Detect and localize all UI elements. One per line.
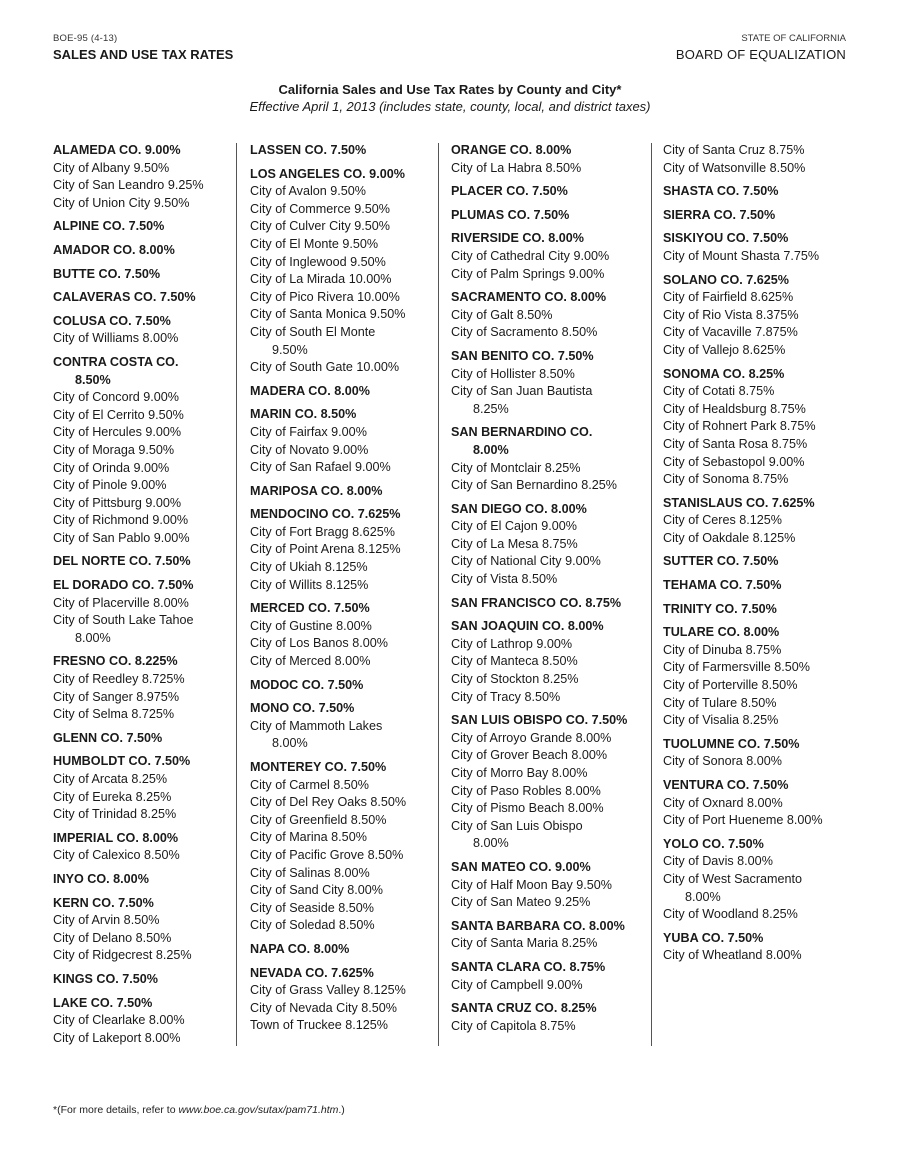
city-rate: City of Manteca 8.50% <box>451 654 578 669</box>
city-rate: City of Calexico 8.50% <box>53 848 180 863</box>
column-divider <box>438 143 439 1046</box>
county-block <box>663 207 853 225</box>
county-block <box>53 354 236 548</box>
county-block <box>451 918 649 953</box>
county-name: ORANGE CO. 8.00% <box>451 143 572 157</box>
city-rate: City of Port Hueneme 8.00% <box>663 813 823 828</box>
city-rate: City of Soledad 8.50% <box>250 918 375 933</box>
county-block <box>250 941 436 959</box>
footnote <box>53 1104 345 1116</box>
county-block <box>53 242 236 260</box>
city-rate: City of Avalon 9.50% <box>250 184 366 199</box>
city-rate: City of San Leandro 9.25% <box>53 178 204 193</box>
city-rate: City of Salinas 8.00% <box>250 865 370 880</box>
county-name: SOLANO CO. 7.625% <box>663 272 789 287</box>
county-name: TUOLUMNE CO. 7.50% <box>663 736 800 751</box>
city-rate: City of Arcata 8.25% <box>53 772 168 786</box>
city-rate: City of Rohnert Park 8.75% <box>663 419 816 434</box>
county-name: MADERA CO. 8.00% <box>250 383 370 398</box>
footnote-suffix: .) <box>338 1104 345 1116</box>
city-rate: City of South Gate 10.00% <box>250 360 400 375</box>
city-rate: City of San Juan Bautista <box>451 384 593 399</box>
city-rate: City of Cotati 8.75% <box>663 384 775 399</box>
city-rate: City of El Cajon 9.00% <box>451 519 577 534</box>
city-rate: City of El Monte 9.50% <box>250 236 379 251</box>
city-rate: City of Rio Vista 8.375% <box>663 307 799 322</box>
city-rate: City of Arroyo Grande 8.00% <box>451 730 612 745</box>
city-rate: City of Palm Springs 9.00% <box>451 266 605 281</box>
county-name: IMPERIAL CO. 8.00% <box>53 830 179 845</box>
county-name: SAN MATEO CO. 9.00% <box>451 859 591 874</box>
rates-column-1 <box>53 142 236 1047</box>
city-rate: City of Sonora 8.00% <box>663 754 783 769</box>
city-rate: City of Sacramento 8.50% <box>451 325 598 340</box>
county-block <box>250 483 436 501</box>
county-block <box>250 677 436 695</box>
county-name: CONTRA COSTA CO. <box>53 354 179 369</box>
page-subtitle: Effective April 1, 2013 (includes state, county, local, and district taxes) <box>249 99 651 114</box>
county-block <box>53 871 236 889</box>
county-block <box>53 577 236 647</box>
county-name: SAN DIEGO CO. 8.00% <box>451 501 587 516</box>
agency-header <box>676 33 846 62</box>
city-rate: City of Selma 8.725% <box>53 707 175 722</box>
county-name: BUTTE CO. 7.50% <box>53 266 161 281</box>
form-title: SALES AND USE TAX RATES <box>53 47 234 62</box>
city-rate: City of Inglewood 9.50% <box>250 254 386 269</box>
county-block <box>663 777 853 830</box>
county-name: ALPINE CO. 7.50% <box>53 219 165 234</box>
city-rate: City of South El Monte <box>250 324 376 339</box>
city-rate: City of South Lake Tahoe <box>53 613 194 628</box>
county-name: YOLO CO. 7.50% <box>663 836 764 851</box>
city-rate: City of Farmersville 8.50% <box>663 660 810 675</box>
county-block <box>53 553 236 571</box>
county-name: PLACER CO. 7.50% <box>451 184 568 199</box>
column-divider <box>236 143 237 1046</box>
form-header <box>53 33 233 62</box>
county-name: SAN BENITO CO. 7.50% <box>451 348 594 363</box>
city-rate: City of Orinda 9.00% <box>53 460 170 475</box>
city-rate: City of San Rafael 9.00% <box>250 460 391 475</box>
county-name: SISKIYOU CO. 7.50% <box>663 231 789 246</box>
county-name: SANTA CLARA CO. 8.75% <box>451 959 606 974</box>
county-name: EL DORADO CO. 7.50% <box>53 578 194 593</box>
city-rate: City of Wheatland 8.00% <box>663 948 802 963</box>
city-rate: City of Santa Monica 9.50% <box>250 307 406 322</box>
city-rate: City of La Mirada 10.00% <box>250 272 392 287</box>
city-rate: City of Healdsburg 8.75% <box>663 401 806 416</box>
city-rate: City of Fairfield 8.625% <box>663 290 794 305</box>
county-name: GLENN CO. 7.50% <box>53 730 163 745</box>
county-block <box>250 700 436 753</box>
county-name: SHASTA CO. 7.50% <box>663 184 779 199</box>
city-rate: City of Los Banos 8.00% <box>250 636 388 651</box>
city-rate: City of Williams 8.00% <box>53 331 179 346</box>
city-rate: City of Marina 8.50% <box>250 830 367 845</box>
county-block <box>250 166 436 377</box>
county-block <box>250 406 436 476</box>
county-block <box>250 759 436 935</box>
county-block <box>451 712 649 853</box>
city-rate: City of Sebastopol 9.00% <box>663 454 805 469</box>
city-rate: City of Seaside 8.50% <box>250 900 374 915</box>
city-rate: City of La Habra 8.50% <box>451 160 582 175</box>
city-rate: City of Reedley 8.725% <box>53 672 185 687</box>
county-name: MARIPOSA CO. 8.00% <box>250 483 383 498</box>
county-name: 8.50% <box>75 372 111 387</box>
city-rate: City of West Sacramento <box>663 871 803 886</box>
county-name: SANTA CRUZ CO. 8.25% <box>451 1001 597 1016</box>
city-rate: City of Lakeport 8.00% <box>53 1030 181 1045</box>
county-name: FRESNO CO. 8.225% <box>53 654 178 669</box>
footnote-url: www.boe.ca.gov/sutax/pam71.htm <box>178 1104 339 1116</box>
city-rate: City of Fairfax 9.00% <box>250 424 367 439</box>
city-rate: City of Grass Valley 8.125% <box>250 983 406 998</box>
county-name: TRINITY CO. 7.50% <box>663 601 777 616</box>
rates-column-2 <box>250 142 436 1035</box>
city-rate: City of Ukiah 8.125% <box>250 560 368 575</box>
city-rate: City of National City 9.00% <box>451 554 601 569</box>
county-name: STANISLAUS CO. 7.625% <box>663 495 815 510</box>
county-name: SAN LUIS OBISPO CO. 7.50% <box>451 713 628 728</box>
city-rate: 8.00% <box>473 836 509 851</box>
county-name: AMADOR CO. 8.00% <box>53 242 175 257</box>
county-name: 8.00% <box>473 442 509 457</box>
city-rate: City of Pismo Beach 8.00% <box>451 801 604 816</box>
city-rate: City of Ceres 8.125% <box>663 513 782 528</box>
city-rate: City of Cathedral City 9.00% <box>451 248 610 263</box>
county-block <box>53 289 236 307</box>
city-rate: City of Oakdale 8.125% <box>663 530 796 545</box>
county-block <box>250 142 436 160</box>
county-name: INYO CO. 8.00% <box>53 871 149 886</box>
city-rate: City of Tracy 8.50% <box>451 689 561 704</box>
county-name: SAN FRANCISCO CO. 8.75% <box>451 595 622 610</box>
county-block <box>250 965 436 1035</box>
county-block <box>663 736 853 771</box>
county-name: TEHAMA CO. 7.50% <box>663 578 782 593</box>
county-name: CALAVERAS CO. 7.50% <box>53 290 196 305</box>
county-name: MONTEREY CO. 7.50% <box>250 760 387 774</box>
city-rate: City of Arvin 8.50% <box>53 913 160 928</box>
county-block <box>663 624 853 730</box>
county-block <box>250 506 436 594</box>
city-rate: 8.00% <box>272 736 308 751</box>
city-rate: Town of Truckee 8.125% <box>250 1018 388 1033</box>
county-block <box>451 142 649 177</box>
county-name: SIERRA CO. 7.50% <box>663 207 776 222</box>
county-name: SANTA BARBARA CO. 8.00% <box>451 918 625 933</box>
city-rate: City of Commerce 9.50% <box>250 201 390 216</box>
city-rate: City of Delano 8.50% <box>53 930 172 945</box>
county-name: MERCED CO. 7.50% <box>250 601 370 616</box>
city-rate: City of Capitola 8.75% <box>451 1018 576 1033</box>
city-rate: City of Vacaville 7.875% <box>663 325 798 340</box>
county-block <box>53 266 236 284</box>
county-block <box>663 577 853 595</box>
county-block <box>451 207 649 225</box>
city-rate: City of Sonoma 8.75% <box>663 472 789 487</box>
county-block <box>451 595 649 613</box>
city-rate: City of Pittsburg 9.00% <box>53 495 182 510</box>
city-rate: City of Half Moon Bay 9.50% <box>451 877 612 892</box>
county-block <box>663 930 853 965</box>
agency-state: STATE OF CALIFORNIA <box>741 33 846 44</box>
city-rate: City of Pacific Grove 8.50% <box>250 847 404 862</box>
county-block <box>53 753 236 823</box>
county-block <box>451 1000 649 1035</box>
city-rate: City of San Bernardino 8.25% <box>451 478 617 493</box>
city-rate: City of Watsonville 8.50% <box>663 160 806 175</box>
city-rate: City of Willits 8.125% <box>250 577 369 592</box>
county-name: MENDOCINO CO. 7.625% <box>250 507 401 522</box>
city-rate: City of Point Arena 8.125% <box>250 542 401 557</box>
city-rate: City of Vista 8.50% <box>451 572 558 587</box>
county-name: NAPA CO. 8.00% <box>250 941 350 956</box>
county-name: MODOC CO. 7.50% <box>250 677 364 692</box>
county-block <box>663 230 853 265</box>
city-rate: City of Dinuba 8.75% <box>663 642 782 657</box>
city-rate: 8.25% <box>473 401 509 416</box>
county-name: RIVERSIDE CO. 8.00% <box>451 231 584 246</box>
county-block <box>53 830 236 865</box>
county-name: SAN JOAQUIN CO. 8.00% <box>451 619 604 634</box>
city-rate: City of Carmel 8.50% <box>250 777 369 792</box>
city-rate: City of Culver City 9.50% <box>250 219 390 234</box>
city-rate: 8.00% <box>685 889 721 904</box>
county-name: LAKE CO. 7.50% <box>53 995 153 1010</box>
county-name: SONOMA CO. 8.25% <box>663 366 785 381</box>
city-rate: City of Santa Rosa 8.75% <box>663 436 808 451</box>
county-name: MARIN CO. 8.50% <box>250 407 357 422</box>
city-rate: City of Tulare 8.50% <box>663 695 777 710</box>
city-rate: City of Clearlake 8.00% <box>53 1013 185 1028</box>
page-title: California Sales and Use Tax Rates by County and City* <box>278 82 622 97</box>
city-rate: City of Lathrop 9.00% <box>451 636 573 651</box>
city-rate: City of Richmond 9.00% <box>53 513 189 528</box>
city-rate: City of San Mateo 9.25% <box>451 895 591 910</box>
city-rate: City of Stockton 8.25% <box>451 672 579 687</box>
county-name: ALAMEDA CO. 9.00% <box>53 143 181 157</box>
city-rate: City of Morro Bay 8.00% <box>451 766 588 780</box>
county-name: LOS ANGELES CO. 9.00% <box>250 166 405 181</box>
rates-column-3 <box>451 142 649 1035</box>
county-name: HUMBOLDT CO. 7.50% <box>53 754 191 769</box>
city-rate: City of Novato 9.00% <box>250 442 369 457</box>
county-name: DEL NORTE CO. 7.50% <box>53 554 191 569</box>
county-block <box>451 424 649 494</box>
county-block <box>451 348 649 418</box>
county-block <box>53 971 236 989</box>
county-block <box>663 183 853 201</box>
county-block <box>53 313 236 348</box>
county-name: KERN CO. 7.50% <box>53 895 154 910</box>
county-block <box>451 959 649 994</box>
county-block <box>663 553 853 571</box>
city-rate: City of Visalia 8.25% <box>663 713 779 728</box>
city-rate: City of Paso Robles 8.00% <box>451 783 601 798</box>
city-rate: 9.50% <box>272 342 308 357</box>
county-block <box>663 272 853 360</box>
county-block <box>53 730 236 748</box>
county-block <box>451 501 649 589</box>
county-block <box>451 859 649 912</box>
county-block <box>53 142 236 212</box>
county-name: PLUMAS CO. 7.50% <box>451 207 570 222</box>
county-block <box>53 218 236 236</box>
city-rate: City of Union City 9.50% <box>53 195 190 210</box>
county-block <box>250 600 436 670</box>
city-rate: City of Grover Beach 8.00% <box>451 748 608 763</box>
city-rate: City of Gustine 8.00% <box>250 618 372 633</box>
city-rate: City of Moraga 9.50% <box>53 442 175 457</box>
city-rate: City of Eureka 8.25% <box>53 789 172 804</box>
county-name: YUBA CO. 7.50% <box>663 930 764 945</box>
city-rate: City of Campbell 9.00% <box>451 977 583 992</box>
city-rate: City of Del Rey Oaks 8.50% <box>250 795 407 810</box>
city-rate: City of Hollister 8.50% <box>451 366 575 381</box>
city-rate: City of San Pablo 9.00% <box>53 530 190 545</box>
city-rate: City of Vallejo 8.625% <box>663 342 786 357</box>
county-name: MONO CO. 7.50% <box>250 701 355 716</box>
city-rate: City of Pico Rivera 10.00% <box>250 289 400 304</box>
city-rate: 8.00% <box>75 630 111 645</box>
city-rate: City of Mount Shasta 7.75% <box>663 248 820 263</box>
county-block <box>250 383 436 401</box>
form-id: BOE-95 (4-13) <box>53 33 118 44</box>
county-block <box>663 366 853 489</box>
city-rate: City of Montclair 8.25% <box>451 460 581 475</box>
city-rate: City of La Mesa 8.75% <box>451 536 578 551</box>
city-rate: City of Sanger 8.975% <box>53 689 180 704</box>
rates-column-4 <box>663 142 853 965</box>
city-rate: City of Pinole 9.00% <box>53 478 167 493</box>
city-rate: City of El Cerrito 9.50% <box>53 407 184 422</box>
county-block <box>663 601 853 619</box>
city-rate: City of Greenfield 8.50% <box>250 812 387 827</box>
county-name: TULARE CO. 8.00% <box>663 625 780 640</box>
county-name: LASSEN CO. 7.50% <box>250 143 367 157</box>
county-name: COLUSA CO. 7.50% <box>53 313 171 328</box>
county-name: VENTURA CO. 7.50% <box>663 778 789 792</box>
county-block <box>663 836 853 924</box>
city-rate: City of Nevada City 8.50% <box>250 1000 397 1015</box>
county-block <box>53 895 236 965</box>
county-block <box>451 183 649 201</box>
city-rate: City of Merced 8.00% <box>250 654 371 669</box>
city-rate: City of Woodland 8.25% <box>663 907 798 922</box>
city-rate: City of Hercules 9.00% <box>53 425 182 440</box>
city-rate: City of Fort Bragg 8.625% <box>250 524 395 539</box>
city-rate: City of Porterville 8.50% <box>663 678 798 693</box>
county-name: KINGS CO. 7.50% <box>53 971 158 986</box>
city-rate: City of Concord 9.00% <box>53 390 179 405</box>
county-name: SUTTER CO. 7.50% <box>663 554 779 569</box>
city-rate: City of Placerville 8.00% <box>53 595 189 610</box>
county-block <box>451 230 649 283</box>
city-rate: City of Sand City 8.00% <box>250 883 383 898</box>
city-rate: City of Albany 9.50% <box>53 160 170 175</box>
city-rate: City of Ridgecrest 8.25% <box>53 948 192 963</box>
county-block <box>451 289 649 342</box>
city-rate: City of Galt 8.50% <box>451 307 553 322</box>
county-name: SACRAMENTO CO. 8.00% <box>451 290 607 305</box>
footnote-prefix: *(For more details, refer to <box>53 1104 179 1116</box>
county-block <box>451 618 649 706</box>
city-rate: City of Oxnard 8.00% <box>663 795 783 810</box>
county-block <box>663 142 853 177</box>
county-name: NEVADA CO. 7.625% <box>250 965 374 980</box>
city-rate: City of Mammoth Lakes <box>250 718 383 733</box>
city-rate: City of Santa Cruz 8.75% <box>663 143 805 157</box>
county-block <box>53 995 236 1048</box>
city-rate: City of San Luis Obispo <box>451 818 583 833</box>
county-block <box>663 495 853 548</box>
city-rate: City of Trinidad 8.25% <box>53 807 177 822</box>
agency-name: BOARD OF EQUALIZATION <box>675 47 846 62</box>
city-rate: City of Santa Maria 8.25% <box>451 936 598 951</box>
city-rate: City of Davis 8.00% <box>663 854 773 869</box>
column-divider <box>651 143 652 1046</box>
county-block <box>53 653 236 723</box>
county-name: SAN BERNARDINO CO. <box>451 425 593 440</box>
